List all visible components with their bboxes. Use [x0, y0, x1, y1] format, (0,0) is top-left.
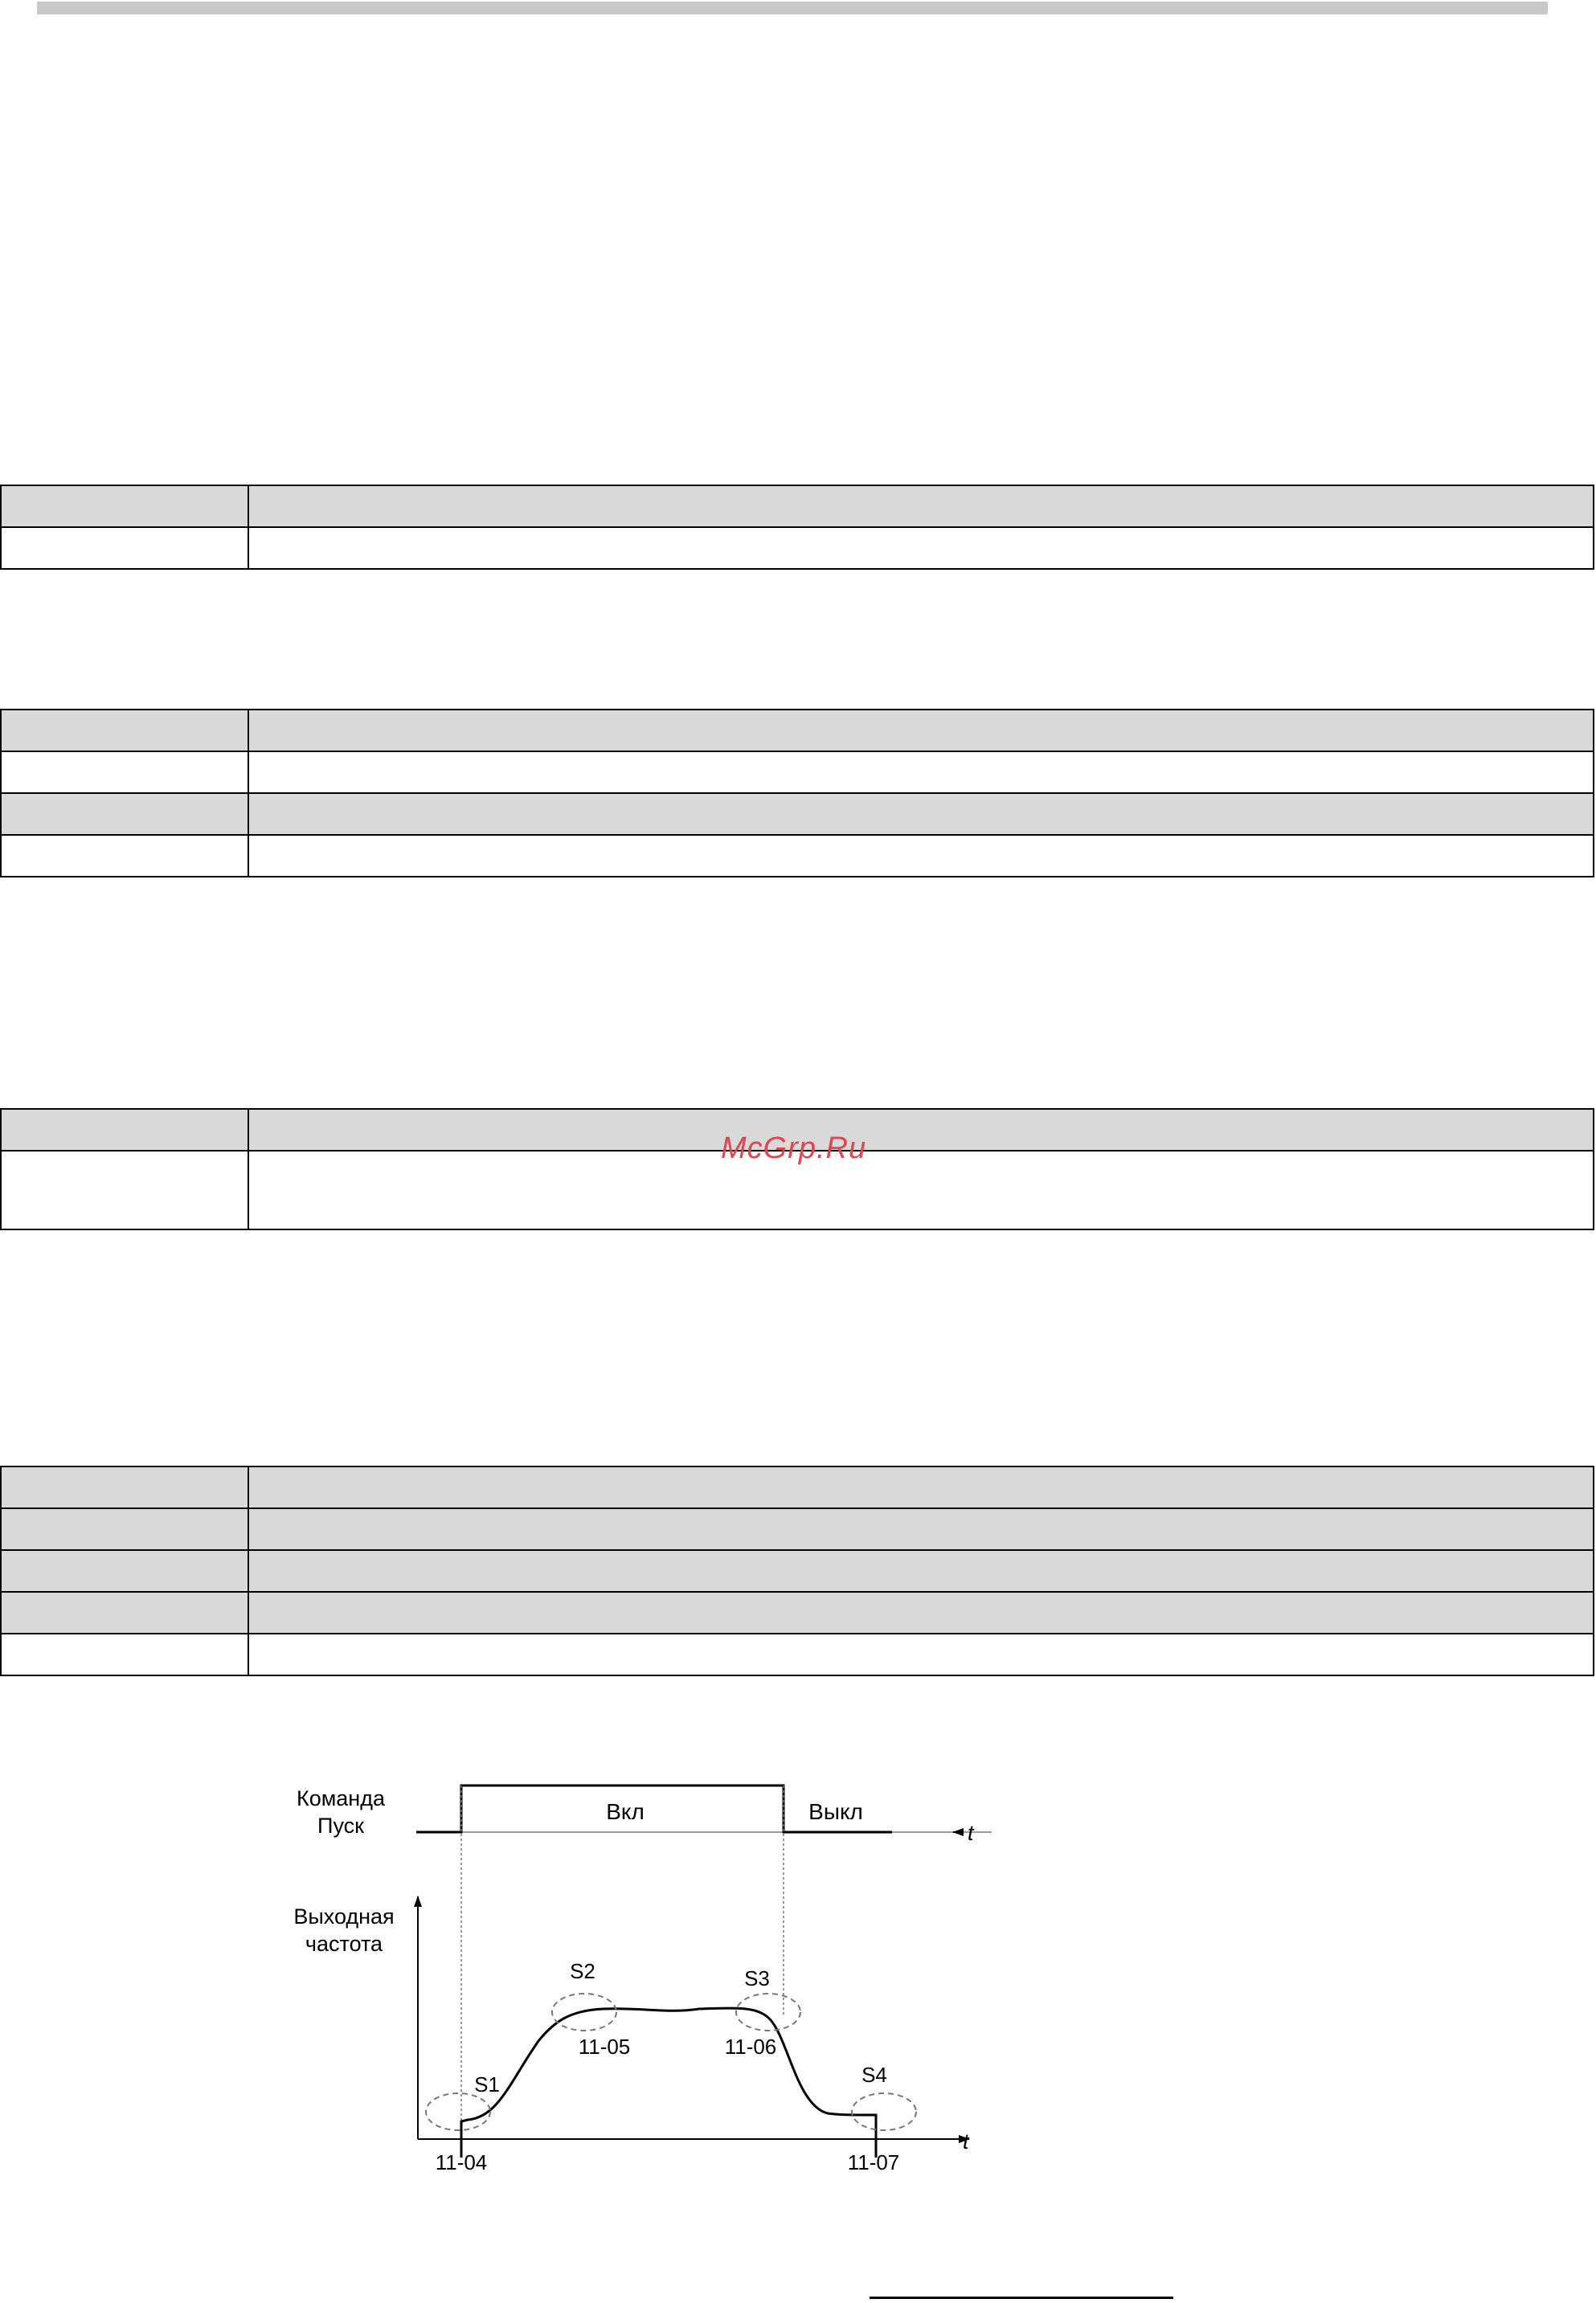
watermark: McGrp.Ru — [721, 1131, 867, 1165]
output-frequency-curve — [461, 2008, 876, 2158]
off-label: Выкл — [808, 1799, 863, 1824]
parameter-table-4 — [0, 1466, 1594, 1676]
table-row — [1, 751, 1594, 793]
s1-region-marker — [426, 2093, 490, 2130]
output-frequency-label-line2: частота — [305, 1932, 383, 1956]
s-curve-timing-diagram — [265, 1752, 1005, 2186]
run-command-label-line1: Команда — [296, 1786, 386, 1810]
s3-region-marker — [736, 1994, 800, 2031]
frequency-time-axis-label: t — [963, 2129, 969, 2154]
run-command-label-line2: Пуск — [317, 1814, 364, 1838]
param-11-06-label: 11-06 — [724, 2035, 777, 2059]
table-row — [1, 1508, 1594, 1550]
s4-label: S4 — [861, 2063, 887, 2087]
table-row — [1, 710, 1594, 751]
s1-label: S1 — [474, 2072, 500, 2096]
table-row — [1, 1466, 1594, 1508]
param-11-07-label: 11-07 — [847, 2150, 900, 2174]
table-row — [1, 1592, 1594, 1634]
table-row — [1, 485, 1594, 527]
table-row — [1, 527, 1594, 569]
parameter-table-3 — [0, 1108, 1594, 1230]
header-rule — [37, 2, 1548, 14]
table-row — [1, 1634, 1594, 1675]
footer-rule — [870, 2297, 1173, 2299]
table-row — [1, 835, 1594, 877]
run-time-axis-label: t — [968, 1821, 974, 1845]
s2-label: S2 — [570, 1959, 595, 1983]
output-frequency-label-line1: Выходная — [293, 1904, 395, 1929]
s4-region-marker — [852, 2093, 916, 2130]
param-11-04-label: 11-04 — [435, 2150, 488, 2174]
param-11-05-label: 11-05 — [578, 2035, 631, 2059]
parameter-table-2 — [0, 709, 1594, 877]
parameter-table-1 — [0, 485, 1594, 570]
on-label: Вкл — [606, 1799, 645, 1824]
table-row — [1, 793, 1594, 835]
table-row — [1, 1550, 1594, 1592]
s3-label: S3 — [744, 1966, 770, 1990]
